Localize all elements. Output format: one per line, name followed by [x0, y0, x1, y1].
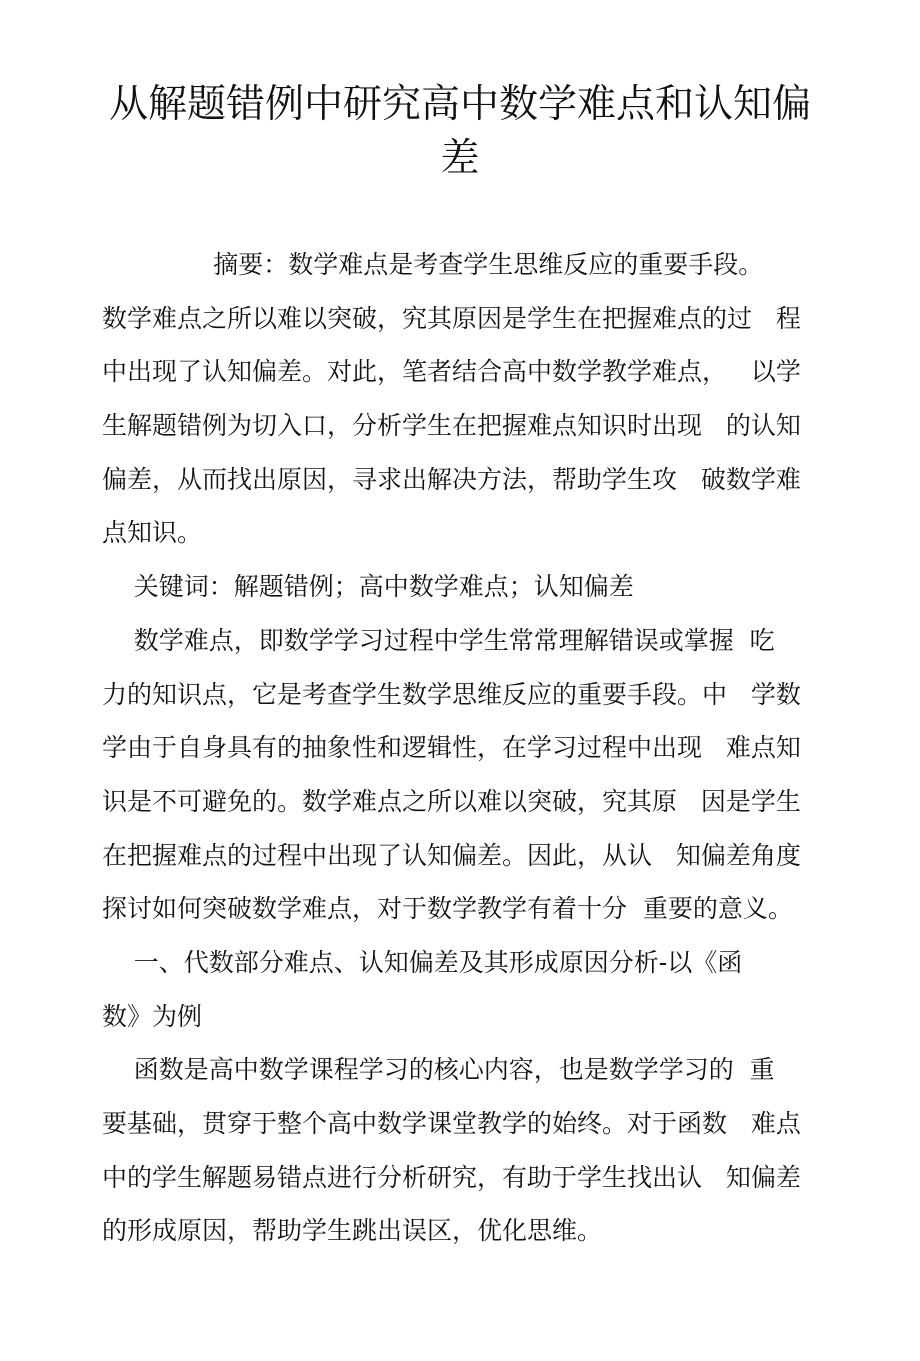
- paragraph-line: 中的学生解题易错点进行分析研究，有助于学生找出认 知偏差: [102, 1162, 801, 1192]
- paragraph-line: 学由于自身具有的抽象性和逻辑性，在学习过程中出现 难点知: [102, 733, 801, 763]
- title-line: 从解题错例中研究高中数学难点和认知偏: [108, 82, 811, 127]
- paragraph-line: 在把握难点的过程中出现了认知偏差。因此，从认 知偏差角度: [102, 840, 801, 870]
- abstract-line: 生解题错例为切入口，分析学生在把握难点知识时出现 的认知: [102, 411, 801, 441]
- paragraph-line: 探讨如何突破数学难点，对于数学教学有着十分 重要的意义。: [102, 894, 793, 924]
- paragraph-line: 函数是高中数学课程学习的核心内容，也是数学学习的 重: [102, 1055, 775, 1085]
- paragraph-line: 识是不可避免的。数学难点之所以难以突破，究其原 因是学生: [102, 786, 801, 816]
- abstract-line: 偏差，从而找出原因，寻求出解决方法，帮助学生攻 破数学难: [102, 464, 801, 494]
- paragraph-line: 数学难点，即数学学习过程中学生常常理解错误或掌握 吃: [102, 625, 775, 655]
- paragraph-line: 力的知识点，它是考查学生数学思维反应的重要手段。中 学数: [102, 679, 801, 709]
- keywords-line: 关键词：解题错例；高中数学难点；认知偏差: [102, 572, 634, 602]
- section-heading-line: 一、代数部分难点、认知偏差及其形成原因分析-以《函: [102, 947, 743, 977]
- paragraph-line: 要基础，贯穿于整个高中数学课堂教学的始终。对于函数 难点: [102, 1109, 801, 1138]
- abstract-line: 中出现了认知偏差。对此，笔者结合高中数学教学难点， 以学: [102, 357, 801, 387]
- title-line: 差: [440, 136, 480, 181]
- abstract-line: 数学难点之所以难以突破，究其原因是学生在把握难点的过 程: [102, 303, 801, 333]
- paragraph-line: 的形成原因，帮助学生跳出误区，优化思维。: [102, 1216, 603, 1246]
- section-heading-line: 数》为例: [102, 1001, 203, 1031]
- document-title: [100, 78, 820, 186]
- abstract-line: 摘要：数学难点是考查学生思维反应的重要手段。: [102, 250, 764, 279]
- document-body: [102, 238, 822, 1258]
- abstract-line: 点知识。: [102, 518, 203, 548]
